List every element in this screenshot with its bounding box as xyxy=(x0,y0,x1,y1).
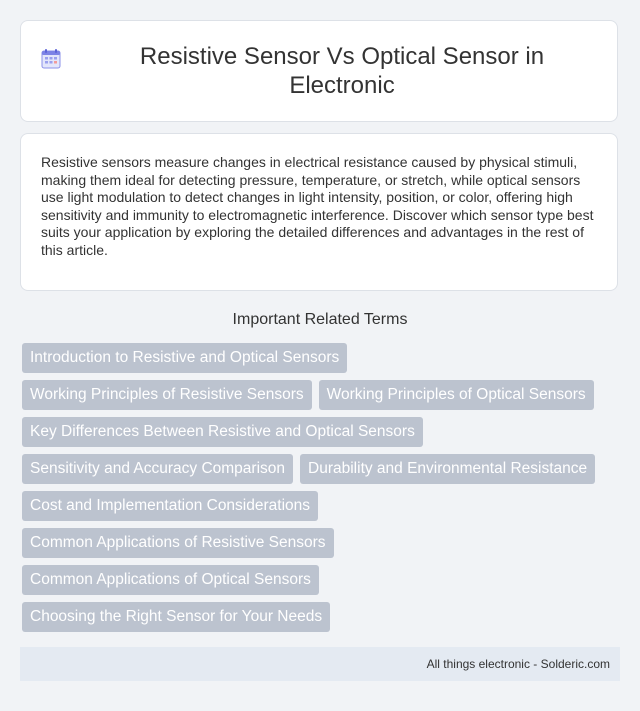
term-tag[interactable]: Working Principles of Resistive Sensors xyxy=(22,380,312,410)
related-terms-list xyxy=(22,343,622,639)
term-tag[interactable]: Choosing the Right Sensor for Your Needs xyxy=(22,602,330,632)
title-wrap xyxy=(39,42,599,100)
term-tag[interactable]: Introduction to Resistive and Optical Sensors xyxy=(22,343,347,373)
term-tag[interactable]: Common Applications of Resistive Sensors xyxy=(22,528,334,558)
related-terms-heading: Important Related Terms xyxy=(232,311,408,328)
term-tag[interactable]: Cost and Implementation Considerations xyxy=(22,491,318,521)
footer xyxy=(20,647,620,681)
description-text: Resistive sensors measure changes in electrical resistance caused by physical stimuli, making them ideal for detecting pressure, temperature, or stretch, while optical sensors use light modulation to detect changes in light intensity, position, or color, offering high sensitivity and immunity to electromagnetic interference. Discover which sensor type best suits your application by exploring the detailed differences and advantages in the rest of this article. xyxy=(41,154,594,258)
term-tag[interactable]: Working Principles of Optical Sensors xyxy=(319,380,594,410)
title-card xyxy=(20,20,618,122)
page-title: Resistive Sensor Vs Optical Sensor in Electronic xyxy=(139,43,545,99)
calendar-icon xyxy=(39,47,63,71)
term-tag[interactable]: Sensitivity and Accuracy Comparison xyxy=(22,454,293,484)
description-card xyxy=(20,133,618,291)
footer-text: All things electronic - Solderic.com xyxy=(426,657,610,671)
term-tag[interactable]: Key Differences Between Resistive and Optical Sensors xyxy=(22,417,423,447)
term-tag[interactable]: Common Applications of Optical Sensors xyxy=(22,565,319,595)
term-tag[interactable]: Durability and Environmental Resistance xyxy=(300,454,595,484)
